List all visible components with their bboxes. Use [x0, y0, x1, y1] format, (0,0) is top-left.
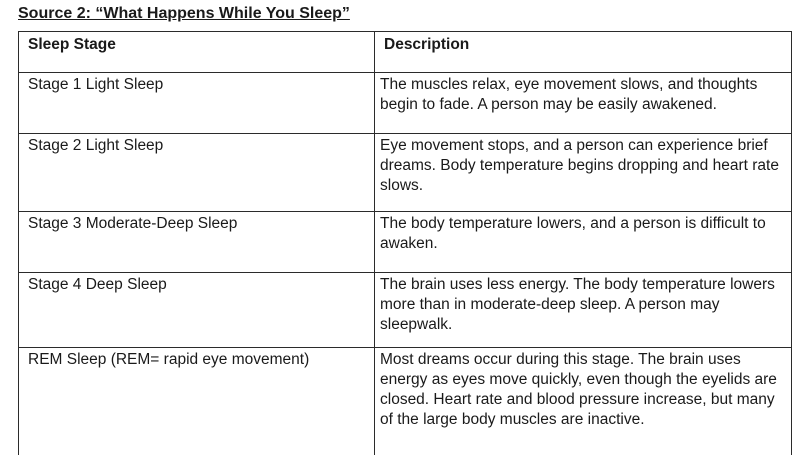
sleep-stages-table [18, 31, 792, 455]
column-header-description: Description [375, 32, 792, 73]
table-row [19, 134, 792, 212]
sleep-stage-cell: REM Sleep (REM= rapid eye movement) [19, 348, 375, 455]
sleep-stage-cell: Stage 3 Moderate-Deep Sleep [19, 212, 375, 273]
table-row [19, 212, 792, 273]
description-cell: The muscles relax, eye movement slows, and thoughts begin to fade. A person may be easily awakened. [375, 73, 792, 134]
sleep-stage-cell: Stage 2 Light Sleep [19, 134, 375, 212]
sleep-stage-cell: Stage 4 Deep Sleep [19, 273, 375, 348]
table-row [19, 73, 792, 134]
description-cell: The brain uses less energy. The body temperature lowers more than in moderate-deep sleep. A person may sleepwalk. [375, 273, 792, 348]
table-row [19, 348, 792, 455]
column-header-sleep-stage: Sleep Stage [19, 32, 375, 73]
table-header-row [19, 32, 792, 73]
description-cell: Most dreams occur during this stage. The brain uses energy as eyes move quickly, even though the eyelids are closed. Heart rate and blood pressure increase, but many of the large body muscles are inactive. [375, 348, 792, 455]
description-cell: The body temperature lowers, and a person is difficult to awaken. [375, 212, 792, 273]
description-cell: Eye movement stops, and a person can experience brief dreams. Body temperature begins dropping and heart rate slows. [375, 134, 792, 212]
sleep-stage-cell: Stage 1 Light Sleep [19, 73, 375, 134]
table-row [19, 273, 792, 348]
source-title: Source 2: “What Happens While You Sleep” [18, 5, 350, 22]
